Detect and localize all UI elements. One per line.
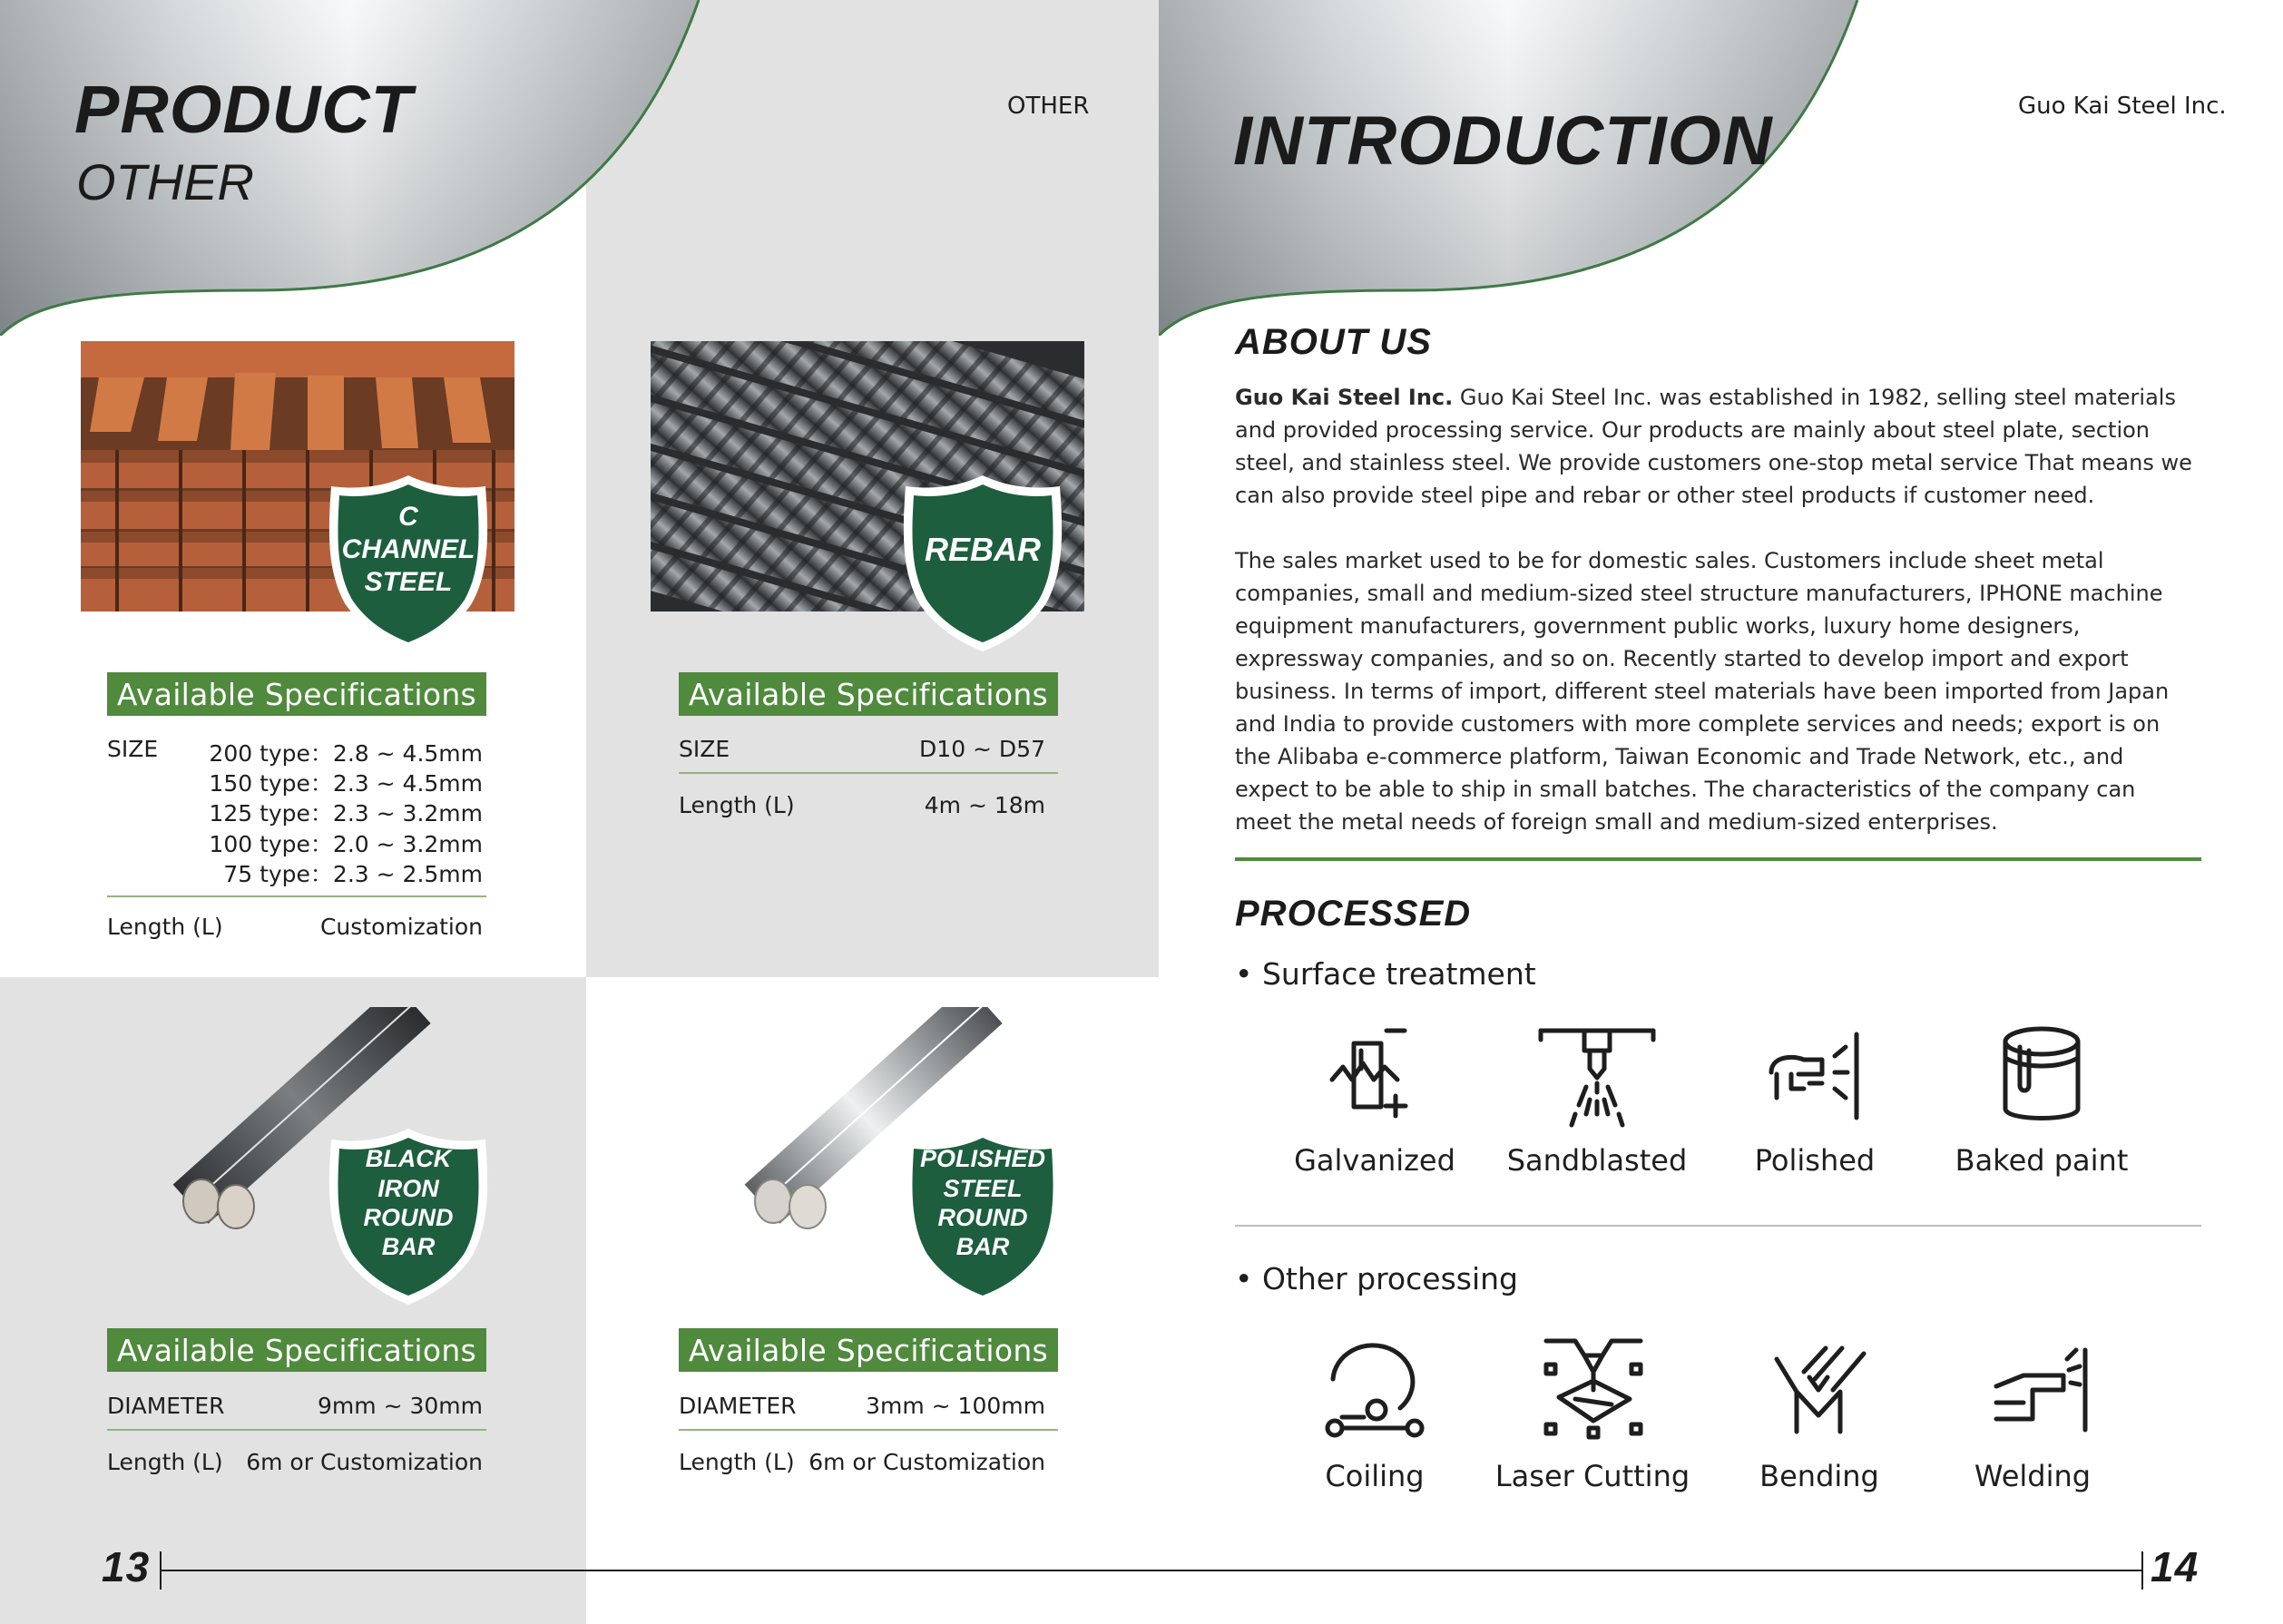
spec-heading-polished-steel-bar: Available Specifications	[679, 1328, 1058, 1372]
other-processing-label: • Other processing	[1235, 1261, 1518, 1296]
black-iron-bar-badge	[322, 1125, 495, 1306]
polished-steel-bar-badge-label: POLISHED STEEL ROUND BAR	[919, 1145, 1046, 1261]
polished-steel-bar-badge	[897, 1125, 1069, 1306]
company-name: Guo Kai Steel Inc.	[2018, 93, 2227, 120]
c-channel-badge	[322, 472, 495, 653]
spec-value-size: D10 ~ D57	[919, 736, 1045, 762]
c-channel-badge-label: C CHANNEL STEEL	[341, 502, 475, 597]
spec-label-size: SIZE	[679, 736, 730, 762]
intro-title: INTRODUCTION	[1233, 103, 1773, 180]
spec-value-diameter: 9mm ~ 30mm	[318, 1393, 483, 1419]
surface-treatment-label: • Surface treatment	[1235, 956, 1536, 992]
page-subtitle: OTHER	[76, 153, 254, 210]
left-header-banner	[0, 0, 708, 336]
spec-value-length: Customization	[319, 914, 483, 940]
welding-icon	[1987, 1339, 2096, 1439]
about-heading: ABOUT US	[1235, 322, 1432, 362]
spec-value-diameter: 3mm ~ 100mm	[866, 1393, 1045, 1419]
spec-value-length: 4m ~ 18m	[924, 792, 1045, 818]
laser-cutting-label: Laser Cutting	[1494, 1459, 1690, 1493]
footer-line	[162, 1570, 2141, 1571]
baked-paint-icon	[1996, 1022, 2087, 1130]
processed-divider	[1235, 1225, 2201, 1227]
sandblasted-label: Sandblasted	[1506, 1143, 1688, 1178]
page-title: PRODUCT	[74, 72, 413, 147]
spec-value-size-200: 200 type：2.8 ~ 4.5mm	[209, 740, 483, 767]
spec-divider	[679, 1429, 1058, 1431]
spec-label-diameter: DIAMETER	[107, 1393, 225, 1419]
coiling-label: Coiling	[1325, 1459, 1425, 1493]
right-header-banner	[1159, 0, 1867, 336]
sandblasted-icon	[1533, 1023, 1661, 1132]
spec-value-length: 6m or Customization	[808, 1449, 1045, 1475]
about-divider	[1235, 857, 2201, 861]
polished-icon	[1764, 1027, 1864, 1127]
rebar-badge-label: REBAR	[924, 531, 1041, 569]
processed-heading: PROCESSED	[1235, 894, 1472, 934]
spec-label-length: Length (L)	[679, 792, 795, 818]
spec-heading-black-iron-bar: Available Specifications	[107, 1328, 486, 1372]
laser-cutting-icon	[1539, 1334, 1648, 1443]
spec-divider	[679, 772, 1058, 774]
welding-label: Welding	[1974, 1459, 2092, 1493]
about-text-1: Guo Kai Steel Inc. was established in 1982, selling steel materials and provided processing service. Our products are mainly about steel plate, section steel, and stainless steel. We provide customers one-stop metal service That means we can also provide steel pipe and rebar or other steel products if customer need.	[1235, 385, 2192, 508]
spec-value-size-150: 150 type：2.3 ~ 4.5mm	[209, 770, 483, 797]
spec-heading-rebar: Available Specifications	[679, 672, 1058, 716]
about-paragraph-2: The sales market used to be for domestic sales. Customers include sheet metal companies, small and medium-sized steel structure manufacturers, IPHONE machine equipment manufacturers, government public works, luxury home designers, expressway companies, and so on. Recently started to develop import and export business. In terms of import, different steel materials have been imported from Japan and India to provide customers with more complete services and needs; export is on the Alibaba e-commerce platform, Taiwan Economic and Trade Network, etc., and expect to be able to ship in small batches. The characteristics of the company can meet the metal needs of foreign small and medium-sized enterprises.	[1235, 548, 2170, 835]
section-tag: OTHER	[1007, 93, 1090, 120]
about-paragraph-1	[1235, 381, 2215, 512]
spec-label-length: Length (L)	[107, 1449, 223, 1475]
rebar-badge	[897, 472, 1069, 653]
spec-label-diameter: DIAMETER	[679, 1393, 797, 1419]
spec-label-size: SIZE	[107, 736, 159, 762]
galvanized-label: Galvanized	[1294, 1143, 1455, 1178]
page-number-right: 14	[2151, 1543, 2200, 1590]
bending-label: Bending	[1759, 1459, 1879, 1493]
spec-divider	[107, 895, 486, 897]
coiling-icon	[1320, 1341, 1429, 1441]
black-iron-bar-badge-label: BLACK IRON ROUND BAR	[363, 1145, 454, 1261]
spec-value-length: 6m or Customization	[246, 1449, 483, 1475]
polished-label: Polished	[1754, 1143, 1876, 1178]
footer-tick-right	[2141, 1551, 2143, 1590]
baked-paint-label: Baked paint	[1955, 1143, 2129, 1178]
bending-icon	[1769, 1341, 1869, 1441]
spec-value-size-125: 125 type：2.3 ~ 3.2mm	[209, 800, 483, 827]
spec-label-length: Length (L)	[107, 914, 223, 940]
spec-label-length: Length (L)	[679, 1449, 795, 1475]
galvanized-icon	[1325, 1023, 1425, 1123]
spec-value-size-100: 100 type：2.0 ~ 3.2mm	[209, 831, 483, 857]
spec-heading-c-channel: Available Specifications	[107, 672, 486, 716]
page-number-left: 13	[102, 1543, 151, 1590]
about-lead-bold: Guo Kai Steel Inc.	[1235, 385, 1454, 410]
spec-value-size-75: 75 type：2.3 ~ 2.5mm	[223, 861, 483, 887]
spec-divider	[107, 1429, 486, 1431]
